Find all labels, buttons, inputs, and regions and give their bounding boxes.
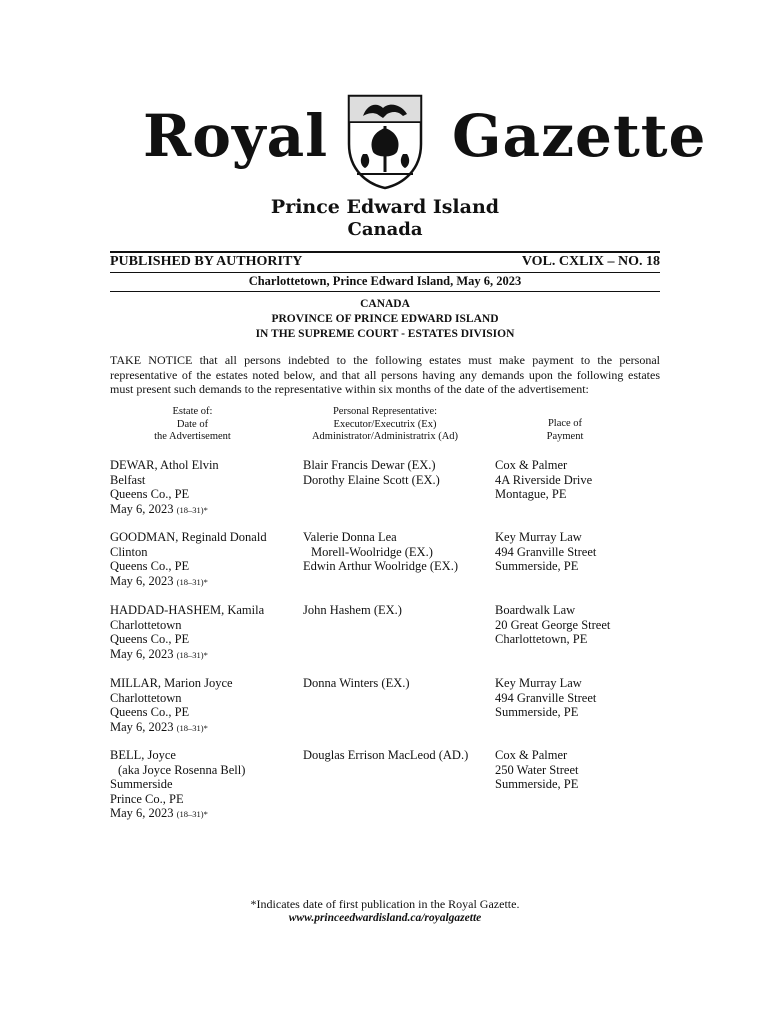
pei-coat-of-arms-icon [343, 92, 427, 190]
estate-date: May 6, 2023 (18–31)* [110, 646, 208, 661]
estate-representative: Douglas Errison MacLeod (AD.) [303, 748, 469, 762]
estate-representative: John Hashem (EX.) [303, 603, 402, 617]
middle-rule [110, 272, 660, 273]
column-header-estate: Estate of: Date of the Advertisement [154, 406, 231, 442]
estate-date: May 6, 2023 (18–31)* [110, 573, 208, 588]
footnote: *Indicates date of first publication in the Royal Gazette. [250, 897, 520, 911]
estate-name: DEWAR, Athol Elvin [110, 458, 219, 472]
estate-details: MILLAR, Marion Joyce Charlottetown Queens Co., PE May 6, 2023 (18–31)* [110, 676, 290, 735]
estate-date: May 6, 2023 (18–31)* [110, 501, 208, 516]
volume-number: VOL. CXLIX – NO. 18 [521, 254, 660, 269]
masthead-title-right: Gazette [452, 102, 707, 170]
estate-payment-place: Key Murray Law 494 Granville Street Summerside, PE [495, 530, 597, 573]
estate-name: HADDAD-HASHEM, Kamila [110, 603, 265, 617]
notice-heading [0, 297, 770, 342]
heading-line-province: PROVINCE OF PRINCE EDWARD ISLAND [271, 313, 499, 325]
masthead-subtitle-province: Prince Edward Island [270, 196, 500, 218]
column-header-representative: Personal Representative: Executor/Executrix (Ex) Administrator/Administratrix (Ad) [311, 406, 459, 442]
estate-payment-place: Cox & Palmer 250 Water Street Summerside, PE [495, 748, 579, 791]
heading-line-canada: CANADA [360, 298, 410, 310]
estate-payment-place: Boardwalk Law 20 Great George Street Charlottetown, PE [495, 603, 611, 646]
estate-payment-place: Cox & Palmer 4A Riverside Drive Montague, PE [495, 458, 593, 501]
estate-representative: Donna Winters (EX.) [303, 676, 410, 690]
estate-date: May 6, 2023 (18–31)* [110, 719, 208, 734]
estate-details: GOODMAN, Reginald Donald Clinton Queens Co., PE May 6, 2023 (18–31)* [110, 530, 290, 589]
estate-representative: Valerie Donna Lea Morell-Woolridge (EX.) Edwin Arthur Woolridge (EX.) [303, 530, 458, 573]
estate-details: BELL, Joyce (aka Joyce Rosenna Bell) Summerside Prince Co., PE May 6, 2023 (18–31)* [110, 748, 290, 822]
masthead-subtitle-country: Canada [347, 219, 423, 240]
column-header-payment: Place of Payment [546, 418, 584, 442]
estate-details: DEWAR, Athol Elvin Belfast Queens Co., PE May 6, 2023 (18–31)* [110, 458, 290, 517]
bottom-rule [110, 291, 660, 292]
masthead-title-left: Royal [143, 102, 329, 170]
estate-name: MILLAR, Marion Joyce [110, 676, 233, 690]
estate-name: BELL, Joyce [110, 748, 176, 762]
heading-line-court: IN THE SUPREME COURT - ESTATES DIVISION [255, 328, 515, 340]
publication-bar [110, 254, 660, 272]
estate-name: GOODMAN, Reginald Donald [110, 530, 267, 544]
estate-date: May 6, 2023 (18–31)* [110, 806, 208, 820]
published-by-authority: PUBLISHED BY AUTHORITY [110, 254, 303, 269]
gazette-url[interactable]: www.princeedwardisland.ca/royalgazette [288, 912, 482, 924]
estate-payment-place: Key Murray Law 494 Granville Street Summerside, PE [495, 676, 597, 719]
top-rule [110, 251, 660, 253]
notice-paragraph: TAKE NOTICE that all persons indebted to the following estates must make payment to the personal representative of the estates noted below, and that all persons having any demands upon the following estates must present such demands to the representative within six months of the date of the advertisement: [110, 353, 660, 396]
estate-details: HADDAD-HASHEM, Kamila Charlottetown Queens Co., PE May 6, 2023 (18–31)* [110, 603, 290, 662]
dateline: Charlottetown, Prince Edward Island, May 6, 2023 [248, 274, 522, 288]
masthead [0, 92, 770, 192]
estate-representative: Blair Francis Dewar (EX.) Dorothy Elaine Scott (EX.) [303, 458, 440, 487]
